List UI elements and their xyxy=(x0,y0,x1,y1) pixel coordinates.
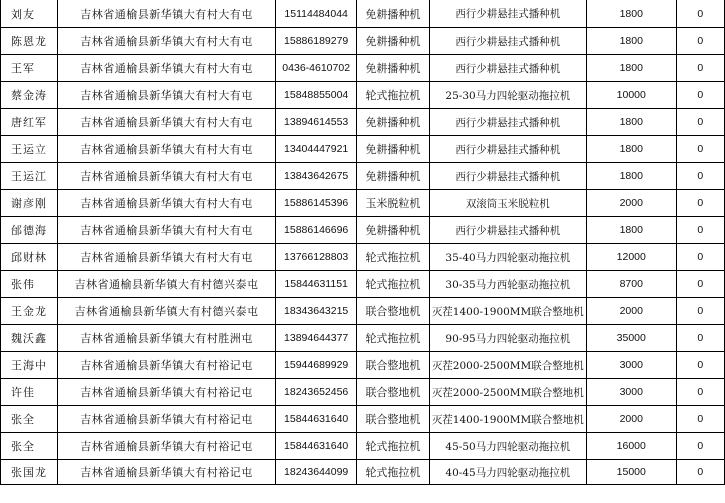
machine-spec-cell: 西行少耕悬挂式播种机 xyxy=(429,55,586,82)
machine-spec-cell: 30-35马力西轮驱动拖拉机 xyxy=(429,271,586,298)
applicant-name-cell: 张伟 xyxy=(1,271,58,298)
machine-type-cell: 轮式拖拉机 xyxy=(357,244,430,271)
machine-spec-cell: 25-30马力四轮驱动拖拉机 xyxy=(429,82,586,109)
applicant-name-cell: 蔡金涛 xyxy=(1,82,58,109)
applicant-name-cell: 王运立 xyxy=(1,136,58,163)
amount-cell: 35000 xyxy=(586,325,676,352)
phone-cell: 15844631640 xyxy=(276,406,357,433)
phone-cell: 13894644377 xyxy=(276,325,357,352)
table-row xyxy=(1,163,725,190)
table-row xyxy=(1,325,725,352)
extra-value-cell: 0 xyxy=(676,460,724,485)
amount-cell: 3000 xyxy=(586,379,676,406)
address-cell: 吉林省通榆县新华镇大有村大有屯 xyxy=(57,0,275,28)
extra-value-cell: 0 xyxy=(676,109,724,136)
table-row xyxy=(1,0,725,28)
table-row xyxy=(1,460,725,485)
address-cell: 吉林省通榆县新华镇大有村德兴泰屯 xyxy=(57,271,275,298)
machine-spec-cell: 灭茬1400-1900MM联合整地机 xyxy=(429,406,586,433)
address-cell: 吉林省通榆县新华镇大有村大有屯 xyxy=(57,217,275,244)
extra-value-cell: 0 xyxy=(676,55,724,82)
machine-type-cell: 联合整地机 xyxy=(357,298,430,325)
table-row xyxy=(1,352,725,379)
amount-cell: 12000 xyxy=(586,244,676,271)
address-cell: 吉林省通榆县新华镇大有村裕记屯 xyxy=(57,433,275,460)
phone-cell: 18243644099 xyxy=(276,460,357,485)
extra-value-cell: 0 xyxy=(676,28,724,55)
address-cell: 吉林省通榆县新华镇大有村大有屯 xyxy=(57,190,275,217)
applicant-name-cell: 王金龙 xyxy=(1,298,58,325)
extra-value-cell: 0 xyxy=(676,271,724,298)
machine-type-cell: 免耕播种机 xyxy=(357,163,430,190)
machine-spec-cell: 灭茬2000-2500MM联合整地机 xyxy=(429,379,586,406)
phone-cell: 13843642675 xyxy=(276,163,357,190)
machine-spec-cell: 西行少耕悬挂式播种机 xyxy=(429,217,586,244)
address-cell: 吉林省通榆县新华镇大有村胜洲屯 xyxy=(57,325,275,352)
amount-cell: 1800 xyxy=(586,0,676,28)
address-cell: 吉林省通榆县新华镇大有村大有屯 xyxy=(57,28,275,55)
table-row xyxy=(1,298,725,325)
phone-cell: 18243652456 xyxy=(276,379,357,406)
amount-cell: 2000 xyxy=(586,406,676,433)
extra-value-cell: 0 xyxy=(676,379,724,406)
amount-cell: 1800 xyxy=(586,163,676,190)
extra-value-cell: 0 xyxy=(676,190,724,217)
applicant-name-cell: 唐红军 xyxy=(1,109,58,136)
machine-type-cell: 免耕播种机 xyxy=(357,136,430,163)
extra-value-cell: 0 xyxy=(676,352,724,379)
address-cell: 吉林省通榆县新华镇大有村裕记屯 xyxy=(57,406,275,433)
extra-value-cell: 0 xyxy=(676,163,724,190)
machine-type-cell: 联合整地机 xyxy=(357,352,430,379)
table-row xyxy=(1,136,725,163)
table-row xyxy=(1,433,725,460)
table-row xyxy=(1,28,725,55)
address-cell: 吉林省通榆县新华镇大有村大有屯 xyxy=(57,109,275,136)
table-row xyxy=(1,109,725,136)
address-cell: 吉林省通榆县新华镇大有村裕记屯 xyxy=(57,379,275,406)
machine-type-cell: 玉米脱粒机 xyxy=(357,190,430,217)
machine-type-cell: 轮式拖拉机 xyxy=(357,82,430,109)
address-cell: 吉林省通榆县新华镇大有村大有屯 xyxy=(57,82,275,109)
machine-spec-cell: 40-45马力四轮驱动拖拉机 xyxy=(429,460,586,485)
phone-cell: 15844631640 xyxy=(276,433,357,460)
phone-cell: 15886145396 xyxy=(276,190,357,217)
machine-spec-cell: 90-95马力四轮驱动拖拉机 xyxy=(429,325,586,352)
applicant-name-cell: 王运江 xyxy=(1,163,58,190)
phone-cell: 15886146696 xyxy=(276,217,357,244)
machine-spec-cell: 西行少耕悬挂式播种机 xyxy=(429,0,586,28)
phone-cell: 18343643215 xyxy=(276,298,357,325)
machine-spec-cell: 西行少耕悬挂式播种机 xyxy=(429,109,586,136)
machine-spec-cell: 西行少耕悬挂式播种机 xyxy=(429,163,586,190)
phone-cell: 15944689929 xyxy=(276,352,357,379)
phone-cell: 13894614553 xyxy=(276,109,357,136)
phone-cell: 0436-4610702 xyxy=(276,55,357,82)
applicant-name-cell: 谢彦刚 xyxy=(1,190,58,217)
extra-value-cell: 0 xyxy=(676,325,724,352)
table-row xyxy=(1,406,725,433)
phone-cell: 15886189279 xyxy=(276,28,357,55)
amount-cell: 3000 xyxy=(586,352,676,379)
machine-type-cell: 联合整地机 xyxy=(357,406,430,433)
machine-spec-cell: 灭茬1400-1900MM联合整地机 xyxy=(429,298,586,325)
applicant-name-cell: 邱财林 xyxy=(1,244,58,271)
amount-cell: 1800 xyxy=(586,109,676,136)
machine-type-cell: 免耕播种机 xyxy=(357,109,430,136)
applicant-name-cell: 张全 xyxy=(1,433,58,460)
extra-value-cell: 0 xyxy=(676,298,724,325)
machine-type-cell: 免耕播种机 xyxy=(357,55,430,82)
applicant-name-cell: 王军 xyxy=(1,55,58,82)
table-row xyxy=(1,190,725,217)
phone-cell: 15848855004 xyxy=(276,82,357,109)
machine-type-cell: 免耕播种机 xyxy=(357,28,430,55)
address-cell: 吉林省通榆县新华镇大有村大有屯 xyxy=(57,136,275,163)
table-row xyxy=(1,271,725,298)
table-row xyxy=(1,217,725,244)
machine-spec-cell: 35-40马力四轮驱动拖拉机 xyxy=(429,244,586,271)
extra-value-cell: 0 xyxy=(676,406,724,433)
amount-cell: 15000 xyxy=(586,460,676,485)
amount-cell: 1800 xyxy=(586,55,676,82)
machine-type-cell: 联合整地机 xyxy=(357,379,430,406)
phone-cell: 13404447921 xyxy=(276,136,357,163)
machine-type-cell: 轮式拖拉机 xyxy=(357,271,430,298)
address-cell: 吉林省通榆县新华镇大有村裕记屯 xyxy=(57,352,275,379)
address-cell: 吉林省通榆县新华镇大有村大有屯 xyxy=(57,163,275,190)
address-cell: 吉林省通榆县新华镇大有村大有屯 xyxy=(57,244,275,271)
machine-spec-cell: 双滚筒玉米脱粒机 xyxy=(429,190,586,217)
table-row xyxy=(1,244,725,271)
applicant-name-cell: 陈恩龙 xyxy=(1,28,58,55)
machine-type-cell: 轮式拖拉机 xyxy=(357,433,430,460)
address-cell: 吉林省通榆县新华镇大有村裕记屯 xyxy=(57,460,275,485)
applicant-name-cell: 魏沃鑫 xyxy=(1,325,58,352)
applicant-name-cell: 刘友 xyxy=(1,0,58,28)
extra-value-cell: 0 xyxy=(676,244,724,271)
amount-cell: 1800 xyxy=(586,28,676,55)
machine-type-cell: 免耕播种机 xyxy=(357,0,430,28)
amount-cell: 2000 xyxy=(586,190,676,217)
amount-cell: 8700 xyxy=(586,271,676,298)
applicant-name-cell: 邰德海 xyxy=(1,217,58,244)
applicant-name-cell: 张国龙 xyxy=(1,460,58,485)
phone-cell: 13766128803 xyxy=(276,244,357,271)
table-row xyxy=(1,82,725,109)
machine-spec-cell: 灭茬2000-2500MM联合整地机 xyxy=(429,352,586,379)
machine-spec-cell: 45-50马力四轮驱动拖拉机 xyxy=(429,433,586,460)
extra-value-cell: 0 xyxy=(676,433,724,460)
address-cell: 吉林省通榆县新华镇大有村德兴泰屯 xyxy=(57,298,275,325)
machine-spec-cell: 西行少耕悬挂式播种机 xyxy=(429,136,586,163)
machine-spec-cell: 西行少耕悬挂式播种机 xyxy=(429,28,586,55)
applicant-name-cell: 张全 xyxy=(1,406,58,433)
machine-type-cell: 轮式拖拉机 xyxy=(357,325,430,352)
applicant-name-cell: 许佳 xyxy=(1,379,58,406)
address-cell: 吉林省通榆县新华镇大有村大有屯 xyxy=(57,55,275,82)
extra-value-cell: 0 xyxy=(676,0,724,28)
applicant-name-cell: 王海中 xyxy=(1,352,58,379)
amount-cell: 2000 xyxy=(586,298,676,325)
phone-cell: 15114484044 xyxy=(276,0,357,28)
extra-value-cell: 0 xyxy=(676,217,724,244)
machine-type-cell: 免耕播种机 xyxy=(357,217,430,244)
amount-cell: 10000 xyxy=(586,82,676,109)
machine-type-cell: 轮式拖拉机 xyxy=(357,460,430,485)
extra-value-cell: 0 xyxy=(676,82,724,109)
amount-cell: 1800 xyxy=(586,217,676,244)
extra-value-cell: 0 xyxy=(676,136,724,163)
amount-cell: 16000 xyxy=(586,433,676,460)
table-body xyxy=(1,0,725,485)
table-row xyxy=(1,379,725,406)
amount-cell: 1800 xyxy=(586,136,676,163)
table-row xyxy=(1,55,725,82)
phone-cell: 15844631151 xyxy=(276,271,357,298)
